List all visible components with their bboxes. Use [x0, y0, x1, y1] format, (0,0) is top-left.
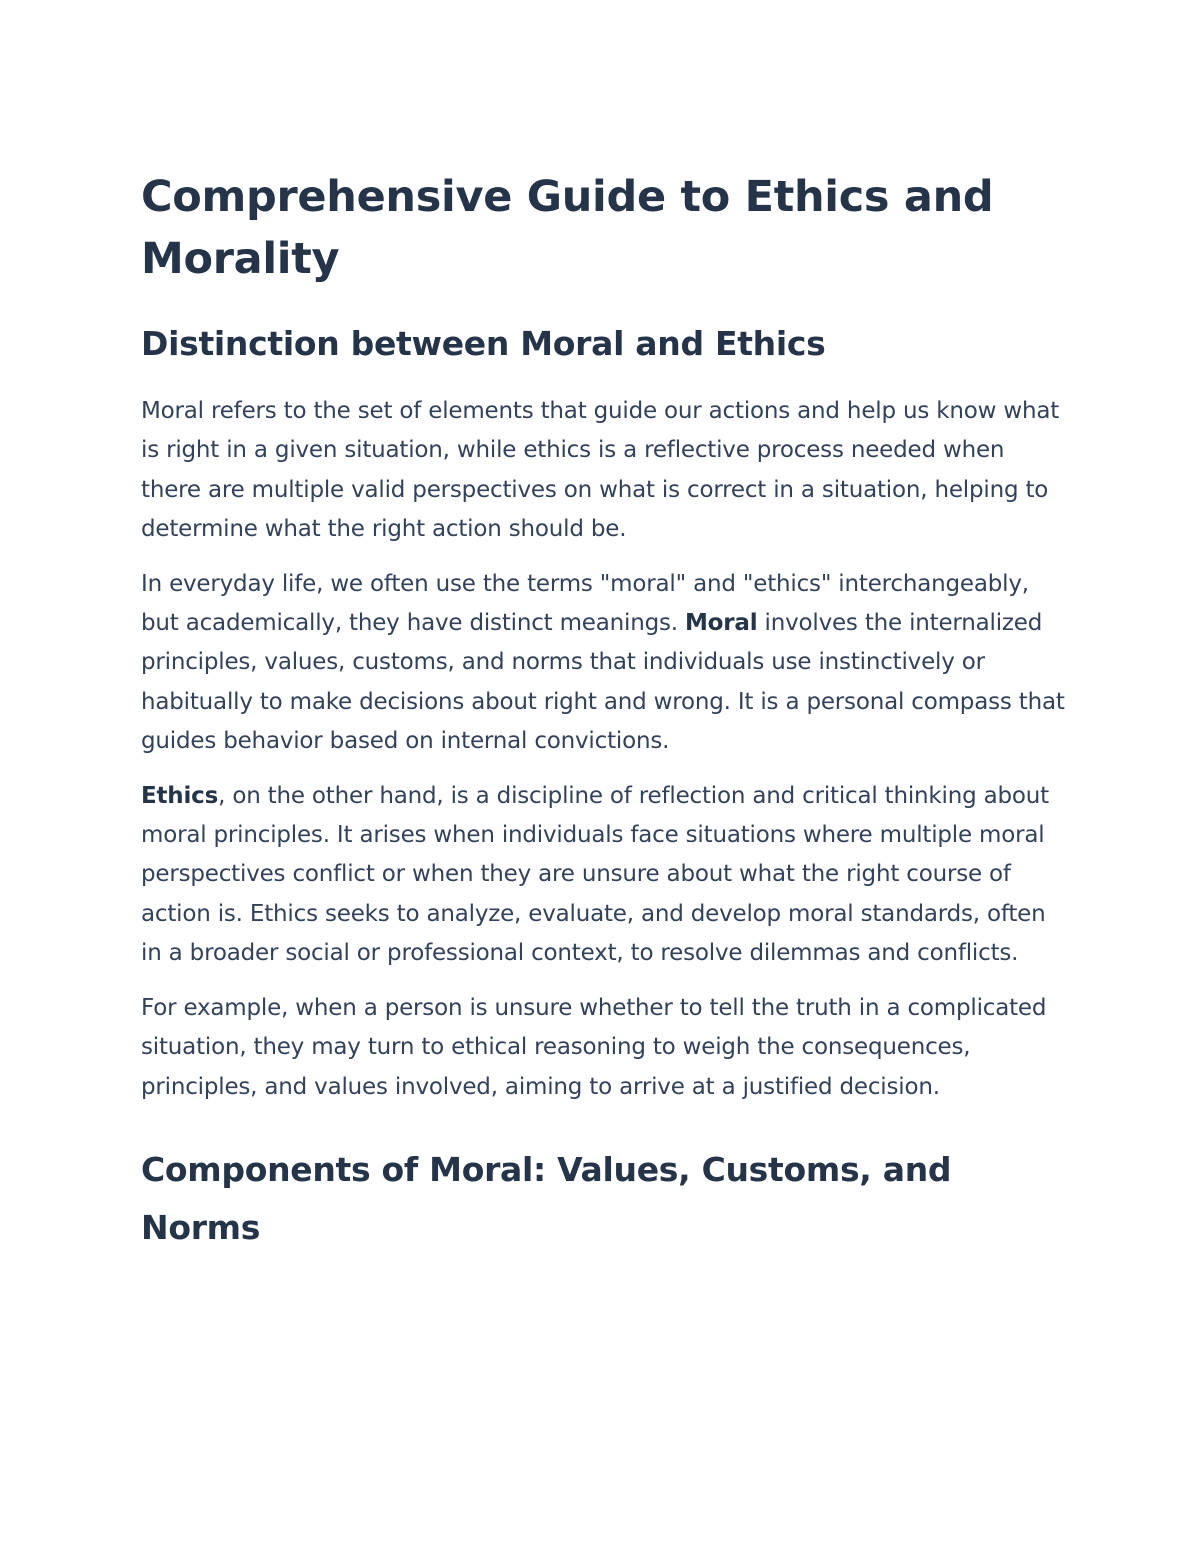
section-heading-components: Components of Moral: Values, Customs, and Norms: [141, 1149, 952, 1247]
bold-term-moral: Moral: [684, 610, 758, 637]
paragraph-text: In everyday life, we often use the terms "moral" and "ethics" interchangeably, but academically, they have distinct meanings.: [141, 570, 1029, 637]
document-title: Comprehensive Guide to Ethics and Morality: [141, 172, 994, 284]
paragraph-moral-definition: Moral refers to the set of elements that guide our actions and help us know what is right in a given situation, while ethics is a reflective process needed when there are multiple valid perspectives on what is correct in a situation, helping to determine what the right action should be.: [141, 398, 1060, 543]
paragraph-example: For example, when a person is unsure whether to tell the truth in a complicated situation, they may turn to ethical reasoning to weigh the consequences, principles, and values involved, aiming to arrive at a justified decision.: [141, 994, 1047, 1100]
bold-term-ethics: Ethics: [141, 782, 219, 809]
paragraph-ethics-meaning: [141, 777, 1071, 974]
section-heading-distinction: Distinction between Moral and Ethics: [141, 324, 826, 363]
paragraph-text: , on the other hand, is a discipline of reflection and critical thinking about moral principles. It arises when individuals face situations where multiple moral perspectives conflict or when they are unsure about what the right course of action is. Ethics seeks to analyze, evaluate, and develop moral standards, often in a broader social or professional context, to resolve dilemmas and conflicts.: [141, 782, 1049, 967]
document-page: [141, 166, 1071, 1257]
paragraph-text: involves the internalized principles, values, customs, and norms that individuals use instinctively or habitually to make decisions about right and wrong. It is a personal compass that guides behavior based on internal convictions.: [141, 610, 1065, 755]
paragraph-moral-meaning: [141, 565, 1071, 762]
